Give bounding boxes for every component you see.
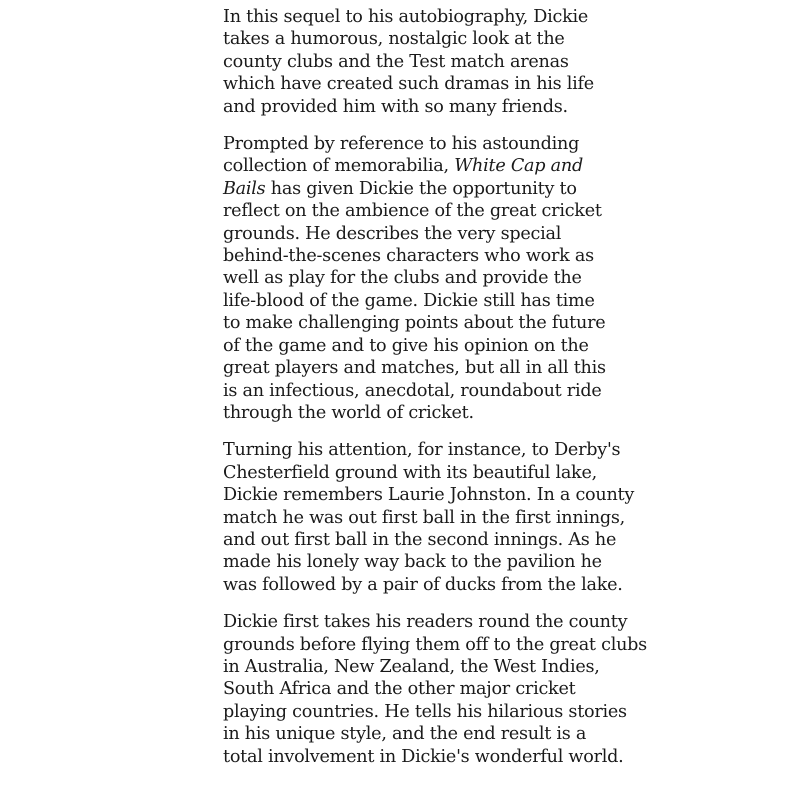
- book-blurb: [223, 6, 783, 783]
- text-line: in his unique style, and the end result is a: [223, 724, 587, 745]
- text-line: grounds. He describes the very special: [223, 223, 562, 244]
- blurb-paragraph-2: [223, 133, 783, 424]
- text-line: great players and matches, but all in all this: [223, 358, 606, 379]
- text-line: and out first ball in the second innings. As he: [223, 529, 617, 550]
- text-line: behind-the-scenes characters who work as: [223, 246, 594, 267]
- text-line: which have created such dramas in his life: [223, 74, 594, 95]
- text-segment: has given Dickie the opportunity to: [265, 178, 577, 199]
- text-line: was followed by a pair of ducks from the lake.: [223, 574, 623, 595]
- book-title: White Cap and: [454, 156, 583, 177]
- text-line: South Africa and the other major cricket: [223, 679, 576, 700]
- text-line: Chesterfield ground with its beautiful lake,: [223, 462, 597, 483]
- text-line: made his lonely way back to the pavilion he: [223, 552, 602, 573]
- text-line: Dickie first takes his readers round the county: [223, 612, 628, 633]
- text-segment: collection of memorabilia,: [223, 156, 449, 177]
- blurb-paragraph-1: [223, 6, 783, 118]
- text-line: Turning his attention, for instance, to Derby's: [223, 440, 621, 461]
- text-line: Dickie remembers Laurie Johnston. In a county: [223, 485, 635, 506]
- text-line: grounds before flying them off to the great clubs: [223, 634, 647, 655]
- text-line: to make challenging points about the future: [223, 313, 606, 334]
- text-line: match he was out first ball in the first innings,: [223, 507, 626, 528]
- text-line: [223, 178, 783, 200]
- text-line: life-blood of the game. Dickie still has time: [223, 290, 595, 311]
- text-line: total involvement in Dickie's wonderful world.: [223, 746, 624, 767]
- text-line: through the world of cricket.: [223, 402, 474, 423]
- text-line: in Australia, New Zealand, the West Indies,: [223, 656, 600, 677]
- text-line: reflect on the ambience of the great cricket: [223, 201, 602, 222]
- text-line: In this sequel to his autobiography, Dickie: [223, 7, 589, 27]
- text-line: playing countries. He tells his hilarious stories: [223, 701, 627, 722]
- text-line: well as play for the clubs and provide the: [223, 268, 582, 289]
- text-line: takes a humorous, nostalgic look at the: [223, 29, 565, 50]
- text-line: [223, 155, 783, 177]
- blurb-paragraph-3: [223, 439, 783, 596]
- text-line: and provided him with so many friends.: [223, 96, 568, 117]
- text-line: of the game and to give his opinion on the: [223, 335, 589, 356]
- blurb-paragraph-4: [223, 611, 783, 768]
- text-line: county clubs and the Test match arenas: [223, 51, 569, 72]
- text-line: Prompted by reference to his astounding: [223, 134, 580, 155]
- text-line: is an infectious, anecdotal, roundabout ride: [223, 380, 602, 401]
- book-title: Bails: [223, 178, 266, 199]
